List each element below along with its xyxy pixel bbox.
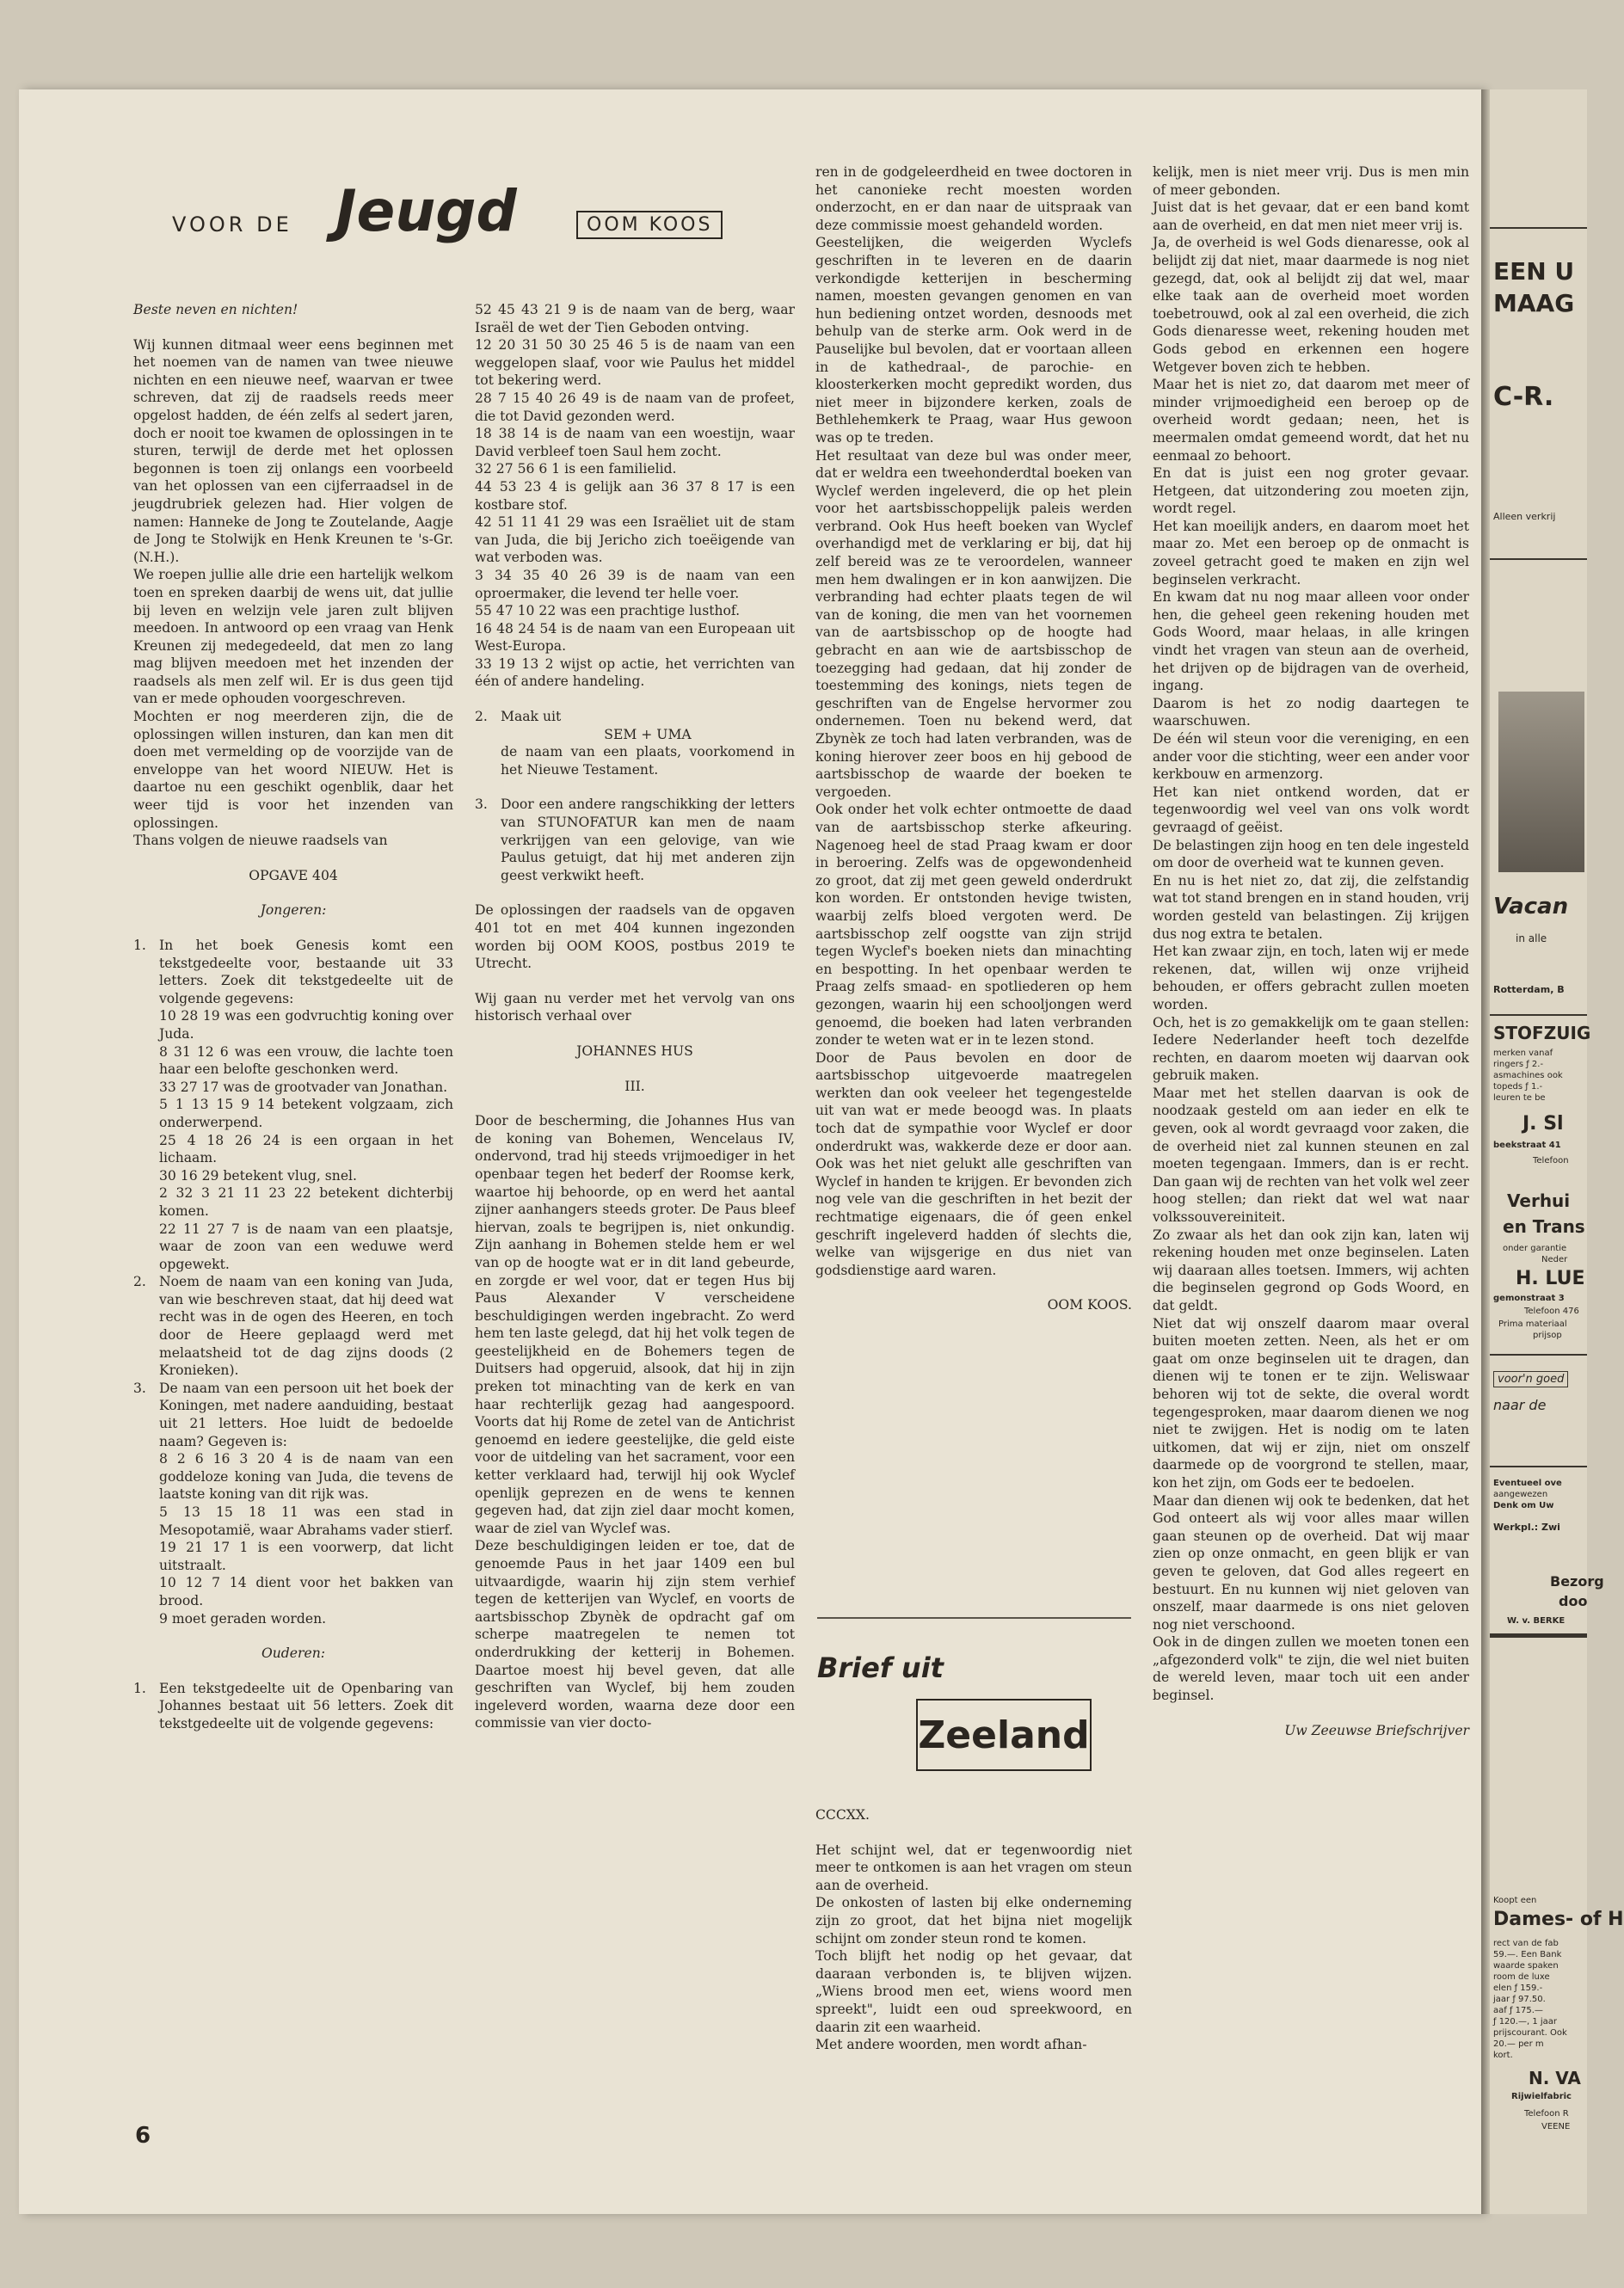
clue-line: 5 13 15 18 11 was een stad in Mesopotamië, waar Abrahams vader stierf.	[159, 1504, 453, 1538]
section-header	[172, 178, 766, 271]
ad-text: doo	[1559, 1593, 1588, 1609]
brief-paragraph: Juist dat is het gevaar, dat er een band komt aan de overheid, en dat men niet meer vrij is.	[1153, 200, 1469, 233]
puzzle-o3	[475, 796, 795, 884]
ad-text: N. VA	[1529, 2068, 1581, 2088]
brief-paragraph: En dat is juist een nog groter gevaar. Hetgeen, dat uitzondering zou moeten zijn, wordt regel.	[1153, 465, 1469, 517]
column-4	[1153, 163, 1469, 1739]
section-divider	[817, 1617, 1131, 1619]
header-voor-de: VOOR DE	[172, 212, 292, 237]
brief-paragraph: En kwam dat nu nog maar alleen voor onder hen, die geheel geen rekening houden met Gods Woord, maar helaas, in alle kringen vindt het vragen van steun aan de overheid, het drijven op de bijdragen van de overheid, ingang.	[1153, 589, 1469, 694]
brief-number: CCCXX.	[815, 1807, 870, 1823]
ad-text: kort.	[1493, 2051, 1513, 2060]
ad-text: topeds ƒ 1.-	[1493, 1082, 1543, 1092]
ad-text: W. v. BERKE	[1507, 1616, 1566, 1626]
ad-text: aaf ƒ 175.—	[1493, 2006, 1543, 2015]
clue-line: 19 21 17 1 is een voorwerp, dat licht uitstraalt.	[159, 1540, 453, 1573]
ad-text: voor'n goed	[1493, 1371, 1568, 1387]
brief-paragraph: Zo zwaar als het dan ook zijn kan, laten wij rekening houden met onze beginselen. Laten wij daaraan alles toetsen. Immers, wij achten die beginselen gegrond op Gods Woord, en dat geldt.	[1153, 1227, 1469, 1313]
brief-paragraph: Ja, de overheid is wel Gods dienaresse, ook al belijdt zij dat niet, maar daarmede is nog niet gezegd, dat, ook al belijdt zij dat wel, maar elke taak aan de overheid moet worden toebetrouwd, ook al zal een overheid, die zich Gods dienaresse weet, rekening houden met Gods gebod en erkennen een hogere Wetgever boven zich te hebben.	[1153, 235, 1469, 375]
puzzle-number: 1.	[133, 938, 146, 953]
clue-line: 2 32 3 21 11 23 22 betekent dichterbij komen.	[159, 1185, 453, 1219]
ad-rule	[1490, 1633, 1587, 1638]
meer-paragraph: Mochten er nog meerderen zijn, die de oplossingen willen insturen, dan kan men dit doen met vermelding op de voorzijde van de enveloppe van het woord NIEUW. Het is daartoe nu een geschikt ogenblik, daar het weer tijd is voor het inzenden van oplossingen.	[133, 709, 453, 831]
story-paragraph: Het resultaat van deze bul was onder meer, dat er weldra een tweehonderdtal boeken van Wyclef werden ingeleverd, die op het plein voor het aartsbisschoppelijk paleis werden verbrand. Ook Hus heeft boeken van Wyclef overhandigd met de verklaring er bij, dat hij zelf bereid was ze te veroordelen, wanneer men hem dwalingen er in kon aanwijzen. Die verbranding had echter plaats tegen de wil van de koning, die men van het voornemen van de aartsbisschop op de hoogte had gebracht en aan wie de aartsbisschop de toezegging had gedaan, dat hij zonder de toestemming des konings, niets tegen de geschriften van de Engelse hervormer zou ondernemen. Toen nu bekend werd, dat Zbynèk ze toch had laten verbranden, was de koning hierover zeer boos en hij gebood de aartsbisschop de waarde der boeken te vergoeden.	[815, 447, 1132, 800]
puzzle-label: Maak uit	[501, 709, 562, 725]
clue-line: 25 4 18 26 24 is een orgaan in het lichaam.	[159, 1132, 453, 1166]
puzzle-j2	[133, 1273, 453, 1380]
brief-paragraph: Och, het is zo gemakkelijk om te gaan stellen: Iedere Nederlander heeft toch dezelfde rechten, en daarom moeten wij daarvan ook gebruik maken.	[1153, 1014, 1469, 1084]
clue-line: 33 27 17 was de grootvader van Jonathan.	[159, 1079, 448, 1095]
ad-text: aangewezen	[1493, 1490, 1548, 1499]
brief-paragraph: Niet dat wij onszelf daarom maar overal buiten moeten zetten. Neen, als het er om gaat om onze beginselen uit te dragen, dan dienen wij te tonen er te zijn. Weliswaar behoren wij tot de sekte, die overal wordt tegengesproken, maar daarom dienen we nog niet te zwijgen. Het is nodig om te laten uitkomen, dat wij er zijn, niet om onszelf daarmede op de voorgrond te stellen, maar, kon het zijn, om Gods eer te bedoelen.	[1153, 1315, 1469, 1491]
header-oom-koos-box: OOM KOOS	[576, 211, 723, 239]
brief-uit-heading: Brief uit	[817, 1651, 944, 1684]
brief-paragraph: kelijk, men is niet meer vrij. Dus is men min of meer gebonden.	[1153, 164, 1469, 198]
page-spine	[1481, 89, 1490, 2214]
ad-rule	[1490, 227, 1587, 229]
clue-line: 55 47 10 22 was een prachtige lusthof.	[475, 603, 741, 619]
clue-line: 22 11 27 7 is de naam van een plaatsje, waar de zoon van een weduwe werd opgewekt.	[159, 1221, 453, 1272]
brief-paragraph: De onkosten of lasten bij elke onderneming zijn zo groot, dat het bijna niet mogelijk schijnt om zonder steun rond te komen.	[815, 1895, 1132, 1947]
ad-text: Rijwielfabric	[1511, 2092, 1572, 2101]
ad-text: waarde spaken	[1493, 1961, 1559, 1971]
puzzle-number: 2.	[475, 709, 488, 725]
clue-line: 12 20 31 50 30 25 46 5 is de naam van een weggelopen slaaf, voor wie Paulus het middel tot bekering werd.	[475, 337, 795, 389]
puzzle-o1	[133, 1680, 453, 1733]
ad-text: Telefoon	[1533, 1156, 1569, 1166]
story-title: JOHANNES HUS	[576, 1043, 693, 1059]
brief-paragraph: Het kan zwaar zijn, en toch, laten wij er mede rekenen, dat, willen wij onze vrijheid behouden, er offers gebracht zullen moeten worden.	[1153, 944, 1469, 1012]
ad-text: gemonstraat 3	[1493, 1294, 1565, 1303]
puzzle-formula: SEM + UMA	[604, 726, 692, 742]
zeeland-box-heading: Zeeland	[916, 1699, 1092, 1771]
ad-text: Eventueel ove	[1493, 1479, 1562, 1488]
puzzle-intro: In het boek Genesis komt een tekstgedeelte voor, bestaande uit 33 letters. Zoek dit tekstgedeelte uit de volgende gegevens:	[159, 938, 453, 1006]
ad-text: room de luxe	[1493, 1972, 1550, 1982]
ad-text: leuren te be	[1493, 1093, 1546, 1103]
ad-text: EEN U	[1493, 257, 1575, 286]
ad-text: STOFZUIG	[1493, 1023, 1591, 1043]
ad-text: Telefoon R	[1524, 2109, 1569, 2119]
ad-rule	[1490, 1354, 1587, 1356]
greeting: Beste neven en nichten!	[133, 302, 298, 317]
story-paragraph: Door de bescherming, die Johannes Hus van de koning van Bohemen, Wencelaus IV, ondervond, trad hij steeds vrijmoediger in het openbaar tegen het bederf der Roomse kerk, waartoe hij behoorde, op en werd het aantal zijner aanhangers steeds groter. De Paus bleef hiervan, zoals te begrijpen is, niet onkundig. Zijn aanhang in Bohemen stelde hem er wel van op de hoogte wat er in dit land gebeurde, en zorgde er wel voor, dat er tegen Hus bij Paus Alexander V verscheidene beschuldigingen werden ingebracht. Zo werd hem ten laste gelegd, dat hij het volk tegen de geestelijkheid en de Bohemers tegen de Duitsers had opgeruid, alsook, dat hij in zijn preken tot minachting van de kerk en van haar rechterlijk gezag had aangespoord. Voorts dat hij Rome de zetel van de Antichrist genoemd en iedere geestelijke, die geld eiste voor de uitdeling van het sacrament, voor een ketter verklaard had, terwijl hij ook Wyclef openlijk geprezen en de wens te kennen gegeven had, dat zijn ziel daar mocht komen, waar de ziel van Wyclef was.	[475, 1113, 795, 1536]
clue-line: 16 48 24 54 is de naam van een Europeaan uit West-Europa.	[475, 620, 795, 655]
ad-text: ƒ 120.—, 1 jaar	[1493, 2017, 1558, 2027]
intro-paragraph: Wij kunnen ditmaal weer eens beginnen met het noemen van de namen van twee nieuwe nichten en een nieuwe neef, waarvan er twee schreven, dat zij de raadsels reeds meer opgelost hadden, de één zelfs al sedert jaren, doch er nooit toe kwamen de oplossingen in te sturen, terwijl de derde met het oplossen begonnen is toen zij onlangs een voorbeeld van het oplossen van een cijferraadsel in de jeugdrubriek gelezen had. Hier volgen de namen: Hanneke de Jong te Zoutelande, Aagje de Jong te Stolwijk en Henk Kreunen te 's-Gr. (N.H.).	[133, 336, 453, 565]
brief-paragraph: Het kan moeilijk anders, en daarom moet het maar zo. Met een beroep op de onmacht is zoveel getracht goed te maken en zijn wel beginselen verkracht.	[1153, 518, 1469, 587]
story-paragraph: Deze beschuldigingen leiden er toe, dat de genoemde Paus in het jaar 1409 een bul uitvaardigde, waarin hij zijn stem verhief tegen de ketterijen van Wyclef, en voorts de aartsbisschop Zbynèk de opdracht gaf om scherpe maatregelen te nemen tot onderdrukking der ketterij in Bohemen. Daartoe moest hij bevel geven, dat alle geschriften van Wyclef, bij hem zouden ingeleverd worden, waarna deze door een commissie van vier docto-	[475, 1538, 795, 1731]
ad-rule	[1490, 1014, 1587, 1016]
ad-text: Vacan	[1493, 894, 1569, 920]
ad-text: jaar ƒ 97.50.	[1493, 1995, 1546, 2004]
brief-paragraph: Ook in de dingen zullen we moeten tonen een „afgezonderd volk" te zijn, die wel niet buiten de wereld leven, maar toch uit een ander beginsel.	[1153, 1634, 1469, 1704]
welkom-paragraph: We roepen jullie alle drie een hartelijk welkom toen en spreken daarbij de wens uit, dat jullie bij leven en welzijn vele jaren zult blijven meedoen. In antwoord op een vraag van Henk Kreunen zij medegedeeld, dat men zo lang mag blijven meedoen met het inzenden der raadsels als men zelf wil. Er is dus geen tijd van er mede ophouden voorgeschreven.	[133, 567, 453, 707]
puzzle-number: 1.	[133, 1680, 146, 1696]
thans-paragraph: Thans volgen de nieuwe raadsels van	[133, 833, 388, 849]
ad-text: Alleen verkrij	[1493, 511, 1556, 522]
ad-text: beekstraat 41	[1493, 1141, 1561, 1150]
ad-text: 20.— per m	[1493, 2039, 1544, 2049]
jongeren-heading: Jongeren:	[260, 902, 327, 919]
clue-line: 33 19 13 2 wijst op actie, het verrichten van één of andere handeling.	[475, 655, 795, 690]
ad-text: prijscourant. Ook	[1493, 2028, 1567, 2038]
ad-text: rect van de fab	[1493, 1939, 1559, 1948]
ad-text: 59.—. Een Bank	[1493, 1950, 1562, 1959]
brief-paragraph: Met andere woorden, men wordt afhan-	[815, 2037, 1087, 2053]
ad-text: H. LUE	[1516, 1268, 1585, 1289]
ad-text: C-R.	[1493, 382, 1554, 412]
brief-paragraph: Het kan niet ontkend worden, dat er tegenwoordig wel veel van ons volk wordt gevraagd of geëist.	[1153, 784, 1469, 835]
brief-paragraph: Daarom is het zo nodig daartegen te waarschuwen.	[1153, 695, 1469, 729]
ad-rule	[1490, 558, 1587, 560]
clue-line: 42 51 11 41 29 was een Israëliet uit de stam van Juda, die bij Jericho zich toeëigende van wat verboden was.	[475, 514, 795, 566]
story-paragraph: Door de Paus bevolen en door de aartsbisschop uitgevoerde maatregelen werkten dan ook veeleer het tegengestelde uit van wat er mede beoogd was. In plaats toch dat de sympathie voor Wyclef er door onderdrukt was, wakkerde deze er door aan. Ook was het niet gelukt alle geschriften van Wyclef in handen te krijgen. Er bevonden zich nog vele van die geschriften in het bezit der rechtmatige eigenaars, die óf geen enkel geschrift ingeleverd hadden óf slechts die, welke van wijsgerige en dus niet van godsdienstige aard waren.	[815, 1049, 1132, 1278]
story-signature: OOM KOOS.	[1047, 1297, 1132, 1313]
puzzle-j1	[133, 937, 453, 1273]
ad-text: Telefoon 476	[1524, 1307, 1579, 1316]
puzzle-j3	[133, 1380, 453, 1627]
brief-paragraph: Maar met het stellen daarvan is ook de noodzaak gesteld om aan ieder en elk te geven, ook al wordt gevraagd voor zaken, die de overheid niet zal kunnen steunen en zal moeten tegengaan. Immers, dan is er recht. Dan gaan wij de rechten van het volk wel zeer hoog stellen; dan riekt dat wel wat naar volkssouvereiniteit.	[1153, 1085, 1469, 1226]
adjacent-page	[1490, 89, 1624, 2214]
ad-text: VEENE	[1541, 2122, 1571, 2131]
brief-paragraph: Het schijnt wel, dat er tegenwoordig niet meer te ontkomen is aan het vragen om steun aan de overheid.	[815, 1842, 1132, 1893]
puzzle-number: 3.	[475, 796, 488, 813]
ad-text: Prima materiaal	[1498, 1319, 1567, 1329]
brief-paragraph: En nu is het niet zo, dat zij, die zelfstandig wat tot stand brengen en in stand houden, vrij worden gesteld van belastingen. Zij krijgen dus nog extra te betalen.	[1153, 872, 1469, 942]
story-part: III.	[624, 1078, 645, 1094]
story-paragraph: Geestelijken, die weigerden Wyclefs geschriften in te leveren en de daarin verkondigde ketterijen in bescherming namen, moesten gevangen genomen en van hun bediening ontzet worden, desnoods met behulp van de sterke arm. Ook werd in de Pauselijke bul bevolen, dat er voortaan alleen in de kathedraal-, de parochie- en kloosterkerken mocht gepredikt worden, dus niet meer in bijzondere kerken, zoals de Bethlehemkerk te Praag, waar Hus gewoon was op te treden.	[815, 235, 1132, 446]
ad-text: prijsop	[1533, 1331, 1562, 1340]
brief-paragraph: De belastingen zijn hoog en ten dele ingesteld om door de overheid wat te kunnen geven.	[1153, 837, 1469, 871]
ad-text: asmachines ook	[1493, 1071, 1563, 1080]
clue-line: 10 12 7 14 dient voor het bakken van brood.	[159, 1575, 453, 1608]
ad-text: Dames- of H	[1493, 1909, 1624, 1930]
ad-text: MAAG	[1493, 289, 1575, 317]
ad-text: Bezorg	[1550, 1573, 1604, 1590]
oplossingen-paragraph: De oplossingen der raadsels van de opgaven 401 tot en met 404 kunnen ingezonden worden bij OOM KOOS, postbus 2019 te Utrecht.	[475, 902, 795, 972]
puzzle-o2	[475, 708, 795, 778]
opgave-heading: OPGAVE 404	[249, 867, 338, 883]
clue-line: 5 1 13 15 9 14 betekent volgzaam, zich onderwerpend.	[159, 1097, 453, 1130]
brief-column	[815, 1806, 1132, 2054]
column-3	[815, 163, 1132, 1314]
clue-line: 8 2 6 16 3 20 4 is de naam van een goddeloze koning van Juda, die tevens de laatste koning van dit rijk was.	[159, 1451, 453, 1503]
puzzle-intro: Een tekstgedeelte uit de Openbaring van Johannes bestaat uit 56 letters. Zoek dit tekstgedeelte uit de volgende gegevens:	[159, 1680, 453, 1731]
story-paragraph: ren in de godgeleerdheid en twee doctoren in het canonieke recht moesten worden onderzocht, en er dan naar de uitspraak van deze commissie moest gehandeld worden.	[815, 164, 1132, 233]
ad-text: Koopt een	[1493, 1896, 1537, 1905]
ad-text: Werkpl.: Zwi	[1493, 1522, 1560, 1533]
vervolg-paragraph: Wij gaan nu verder met het vervolg van ons historisch verhaal over	[475, 990, 795, 1024]
clue-line: 8 31 12 6 was een vrouw, die lachte toen haar een belofte geschonken werd.	[159, 1043, 453, 1078]
clue-line: 10 28 19 was een godvruchtig koning over Juda.	[159, 1008, 453, 1042]
ad-rule	[1490, 1466, 1587, 1467]
brief-paragraph: Toch blijft het nodig op het gevaar, dat daaraan verbonden is, te blijven wijzen. „Wiens brood men eet, wiens woord men spreekt", luidt een oud spreekwoord, en daarin zit een waarheid.	[815, 1948, 1132, 2035]
ad-text: J. Sl	[1522, 1113, 1564, 1135]
ad-text: Rotterdam, B	[1493, 984, 1565, 995]
page-number: 6	[135, 2123, 151, 2149]
ad-text: Denk om Uw	[1493, 1501, 1554, 1510]
clue-line: 18 38 14 is de naam van een woestijn, waar David verbleef toen Saul hem zocht.	[475, 426, 795, 459]
ad-text: ringers ƒ 2.-	[1493, 1060, 1544, 1069]
ouderen-heading: Ouderen:	[261, 1645, 326, 1662]
clue-line: 3 34 35 40 26 39 is de naam van een oproermaker, die levend ter helle voer.	[475, 567, 795, 601]
brief-paragraph: De één wil steun voor die vereniging, en een ander voor die stichting, weer een ander voor kerkbouw en armenzorg.	[1153, 731, 1469, 783]
clue-line: 28 7 15 40 26 49 is de naam van de profeet, die tot David gezonden werd.	[475, 390, 795, 424]
column-2	[475, 301, 795, 1732]
ad-text: en Trans	[1503, 1216, 1585, 1237]
ad-text: merken vanaf	[1493, 1049, 1553, 1058]
clue-line: 44 53 23 4 is gelijk aan 36 37 8 17 is een kostbare stof.	[475, 478, 795, 513]
clue-line: 52 45 43 21 9 is de naam van de berg, waar Israël de wet der Tien Geboden ontving.	[475, 302, 795, 335]
puzzle-intro: De naam van een persoon uit het boek der Koningen, met nadere aanduiding, bestaat uit 21 letters. Hoe luidt de bedoelde naam? Gegeven is:	[159, 1380, 453, 1449]
brief-paragraph: Maar het is niet zo, dat daarom met meer of minder vrijmoedigheid een beroep op de overheid wordt gedaan; neen, het is meermalen omdat gemeend wordt, dat het nu eenmaal zo behoort.	[1153, 377, 1469, 464]
clue-line: 32 27 56 6 1 is een familielid.	[475, 461, 677, 477]
ad-text: naar de	[1493, 1397, 1547, 1413]
ad-text: onder garantie	[1503, 1244, 1567, 1253]
column-1	[133, 301, 453, 1733]
puzzle-number: 3.	[133, 1380, 146, 1396]
ad-text: Neder	[1541, 1255, 1568, 1264]
ad-text: elen ƒ 159.-	[1493, 1984, 1543, 1993]
puzzle-text: de naam van een plaats, voorkomend in het Nieuwe Testament.	[501, 744, 795, 778]
story-paragraph: Ook onder het volk echter ontmoette de daad van de aartsbisschop sterke afkeuring. Nagenoeg heel de stad Praag kwam er door in beroering. Zelfs was de opgewondenheid zo groot, dat zij met geen geweld onderdrukt kon worden. Er ontstonden hevige twisten, waarbij zelfs bloed vergoten werd. De aartsbisschop zelf oogstte van zijn strijd tegen Wyclef's boeken niets dan minachting en bespotting. In het openbaar werden te Praag zelfs smaad- en spotliederen op hem gezongen, waarin hij een schooljongen werd genoemd, die boeken had laten verbranden zonder te weten wat er in te lezen stond.	[815, 802, 1132, 1049]
puzzle-text: Noem de naam van een koning van Juda, van wie beschreven staat, dat hij deed wat recht was in de ogen des Heeren, en toch door de Heere geplaagd werd met melaatsheid tot de dag zijns doods (2 Kronieken).	[159, 1274, 453, 1379]
puzzle-number: 2.	[133, 1274, 146, 1290]
ad-text: Verhui	[1507, 1190, 1571, 1211]
clue-line: 9 moet geraden worden.	[159, 1610, 327, 1627]
header-jeugd-title: Jeugd	[335, 178, 517, 244]
brief-paragraph: Maar dan dienen wij ook te bedenken, dat het God onteert als wij voor alles maar willen gaan steunen op de overheid. Dat wij maar zien op onze onmacht, en geen blijk er van geven te geloven, dat God alles regeert en bestuurt. En nu kunnen wij niet geloven van onszelf, maar daarmede is ons niet geloven nog niet verschoond.	[1153, 1492, 1469, 1633]
brief-signature: Uw Zeeuwse Briefschrijver	[1284, 1722, 1469, 1738]
puzzle-text: Door een andere rangschikking der letters van STUNOFATUR kan men de naam verkrijgen van een gelovige, van wie Paulus getuigt, dat hij met anderen zijn geest verkwikt heeft.	[501, 796, 795, 883]
clue-line: 30 16 29 betekent vlug, snel.	[159, 1167, 358, 1184]
ad-photo	[1498, 692, 1584, 872]
ad-text: in alle	[1516, 932, 1547, 944]
